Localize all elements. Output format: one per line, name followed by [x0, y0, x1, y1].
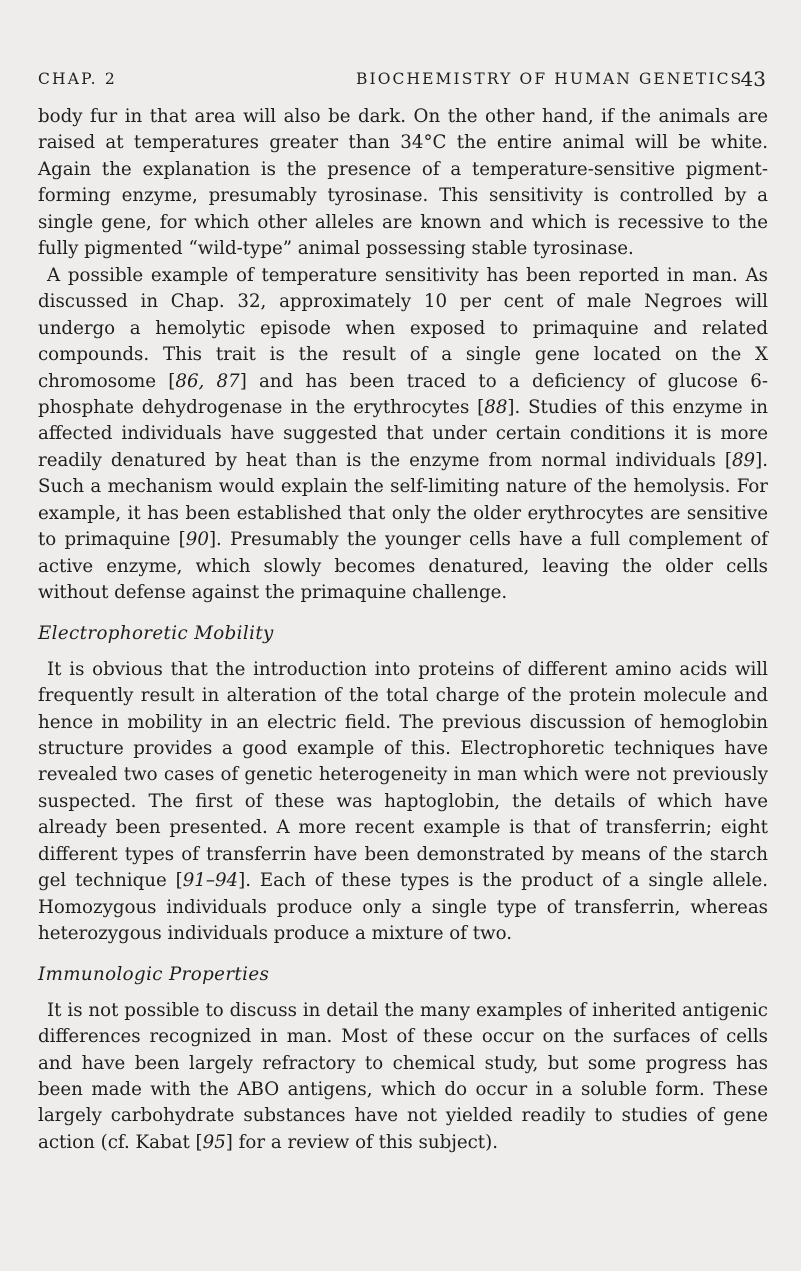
citation-ref: 90 — [185, 529, 209, 551]
paragraph: body fur in that area will also be dark. On the other hand, if the animals are raised at temperatures greater than 34°C the entire animal will be white. Again the explanation is the presence of a temperature-sensitive pigment-forming enzyme, presumably tyrosinase. This sensitivity is controlled by a single gene, for which other alleles are known and which is recessive to the fully pigmented “wild-type” animal possessing stable tyrosinase. — [38, 106, 768, 260]
running-title: BIOCHEMISTRY OF HUMAN GENETICS — [356, 70, 744, 88]
citation-ref: 89 — [731, 449, 756, 471]
citation-ref: 88 — [484, 396, 508, 418]
citation-ref: 86, 87 — [175, 370, 240, 392]
section-heading-electrophoretic: Electrophoretic Mobility — [38, 622, 274, 644]
section-heading-immunologic: Immunologic Properties — [38, 963, 270, 985]
page-body — [38, 104, 768, 1156]
chapter-label: CHAP. 2 — [38, 70, 117, 88]
page-number: 43 — [740, 67, 766, 91]
paragraph: It is obvious that the introduction into proteins of different amino acids will frequently result in alteration of the total charge of the protein molecule and hence in mobility in an electric field. The previous discussion of hemoglobin structure provides a good example of this. Electrophoretic techniques have revealed two cases of genetic heterogeneity in man which were not previously suspected. The first of these was haptoglobin, the details of which have already been presented. A more recent example is that of transferrin; eight different types of transferrin have been demonstrated by means of the starch gel technique [91–94]. Each of these types is the product of a single allele. Homozygous individuals produce only a single type of transferrin, whereas heterozygous individuals produce a mixture of two. — [38, 658, 768, 945]
citation-ref: 91–94 — [182, 870, 239, 892]
citation-ref: 95 — [202, 1131, 226, 1153]
paragraph: It is not possible to discuss in detail the many examples of inherited antigenic differences recognized in man. Most of these occur on the surfaces of cells and have been largely refractory to chemical study, but some progress has been made with the ABO antigens, which do occur in a soluble form. These largely carbohydrate substances have not yielded readily to studies of gene action (cf. Kabat [95] for a review of this subject). — [38, 999, 768, 1153]
paragraph: A possible example of temperature sensitivity has been reported in man. As discussed in Chap. 32, approximately 10 per cent of male Negroes will undergo a hemolytic episode when exposed to primaquine and related compounds. This trait is the result of a single gene located on the X chromosome [86, 87] and has been traced to a deficiency of glucose 6-phosphate dehydrogenase in the erythrocytes [88]. Studies of this enzyme in affected individuals have suggested that under certain conditions it is more readily denatured by heat than is the enzyme from normal individuals [89]. Such a mechanism would explain the self-limiting nature of the hemolysis. For example, it has been established that only the older erythrocytes are sensitive to primaquine [90]. Presumably the younger cells have a full complement of active enzyme, which slowly becomes denatured, leaving the older cells without defense against the primaquine challenge. — [38, 264, 769, 604]
running-header — [38, 68, 770, 96]
